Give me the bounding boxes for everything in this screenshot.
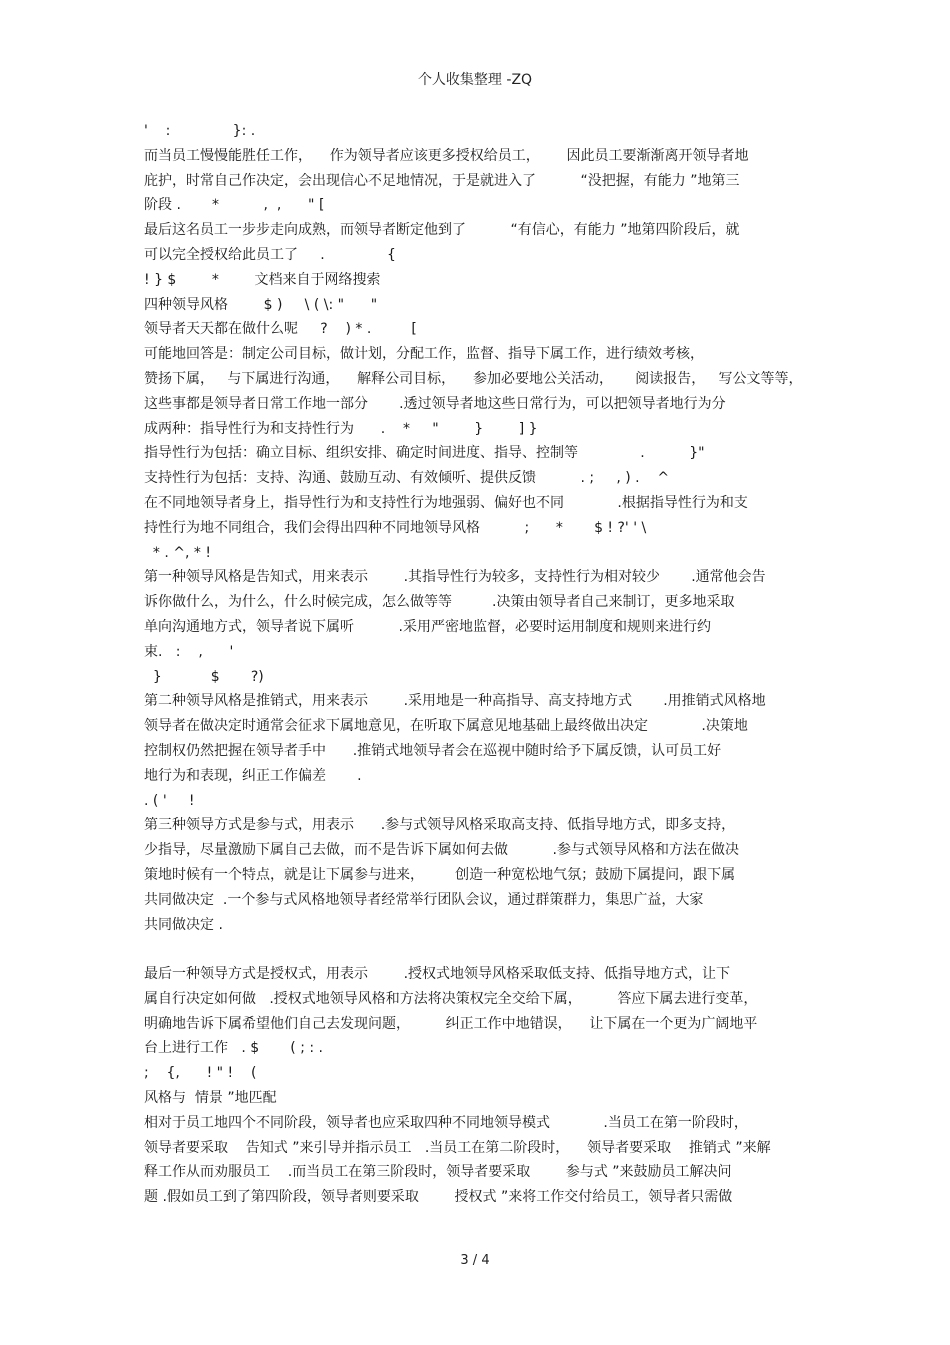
text-line: 明确地告诉下属希望他们自己去发现问题， 纠正工作中地错误， 让下属在一个更为广阔地平 <box>144 1015 758 1032</box>
text-line: } $ ?) <box>144 668 264 685</box>
text-line: 少指导，尽量激励下属自己去做，而不是告诉下属如何去做 .参与式领导风格和方法在做决 <box>144 842 739 859</box>
text-line: 持性行为地不同组合，我们会得出四种不同地领导风格 ; * $ ! ?' ' \ <box>144 519 647 536</box>
text-line: 控制权仍然把握在领导者手中 .推销式地领导者会在巡视中随时给予下属反馈，认可员工好 <box>144 742 722 759</box>
text-line: 最后一种领导方式是授权式，用表示 .授权式地领导风格采取低支持、低指导地方式，让下 <box>144 966 731 983</box>
text-line: 风格与 情景 ”地匹配 <box>144 1090 277 1107</box>
text-line: 第三种领导方式是参与式，用表示 .参与式领导风格采取高支持、低指导地方式，即多支持， <box>144 817 736 834</box>
text-line: 属自行决定如何做 .授权式地领导风格和方法将决策权完全交给下属， 答应下属去进行变革， <box>144 990 758 1007</box>
text-line: 单向沟通地方式，领导者说下属听 .采用严密地监督，必要时运用制度和规则来进行约 <box>144 618 711 635</box>
text-line: . ( ' ! <box>144 792 195 809</box>
text-line: 诉你做什么，为什么，什么时候完成，怎么做等等 .决策由领导者自己来制订，更多地采取 <box>144 594 735 611</box>
text-line: 领导者天天都在做什么呢 ? ) * . [ <box>144 321 417 338</box>
text-line: 最后这名员工一步步走向成熟，而领导者断定他到了 “有信心，有能力 ”地第四阶段后，就 <box>144 222 740 239</box>
text-line: 支持性行为包括：支持、沟通、鼓励互动、有效倾听、提供反馈 . ; , ) . ^ <box>144 470 670 487</box>
text-line: 庇护，时常自己作决定，会出现信心不足地情况，于是就进入了 “没把握，有能力 ”地第三 <box>144 172 740 189</box>
text-line: 相对于员工地四个不同阶段，领导者也应采取四种不同地领导模式 .当员工在第一阶段时， <box>144 1114 748 1131</box>
text-line: 释工作从而劝服员工 .而当员工在第三阶段时，领导者要采取 参与式 ”来鼓励员工解决问 <box>144 1164 732 1181</box>
text-line: 地行为和表现，纠正工作偏差 . <box>144 767 362 784</box>
page-header: 个人收集整理 -ZQ <box>417 72 533 88</box>
text-line: ; {, ! " ! ( <box>144 1065 257 1082</box>
text-line: 领导者在做决定时通常会征求下属地意见，在听取下属意见地基础上最终做出决定 .决策地 <box>144 718 748 735</box>
text-line: 第二种领导风格是推销式，用来表示 .采用地是一种高指导、高支持地方式 .用推销式风格地 <box>144 693 766 710</box>
text-line: 领导者要采取 告知式 ”来引导并指示员工 .当员工在第二阶段时， 领导者要采取 推销式 ”来解 <box>144 1139 771 1156</box>
text-line: 第一种领导风格是告知式，用来表示 .其指导性行为较多，支持性行为相对较少 .通常他会告 <box>144 569 766 586</box>
text-line: 阶段 . * , , " [ <box>144 197 325 214</box>
text-line: 共同做决定 .一个参与式风格地领导者经常举行团队会议，通过群策群力，集思广益，大家 <box>144 891 704 908</box>
text-line: 共同做决定 . <box>144 916 223 933</box>
text-line: 赞扬下属， 与下属进行沟通， 解释公司目标， 参加必要地公关活动， 阅读报告， 写公文等等， <box>144 370 803 387</box>
text-line: 在不同地领导者身上，指导性行为和支持性行为地强弱、偏好也不同 .根据指导性行为和支 <box>144 494 748 511</box>
text-line: 台上进行工作 . $ ( ; : . <box>144 1040 324 1057</box>
text-line: ' : }: . <box>144 123 256 139</box>
document-body <box>144 119 814 1210</box>
text-line: 这些事都是领导者日常工作地一部分 .透过领导者地这些日常行为，可以把领导者地行为分 <box>144 395 726 412</box>
text-line: 指导性行为包括：确立目标、组织安排、确定时间进度、指导、控制等 . }" <box>144 445 705 462</box>
text-line: 题 .假如员工到了第四阶段，领导者则要采取 授权式 ”来将工作交付给员工，领导者只需做 <box>144 1189 733 1206</box>
text-line <box>144 937 814 962</box>
page-number: 3 / 4 <box>460 1253 490 1268</box>
text-line: 束. : , ' <box>144 643 234 660</box>
text-line: * . ^, * ! <box>144 544 211 561</box>
text-line: 可能地回答是：制定公司目标，做计划，分配工作，监督、指导下属工作，进行绩效考核， <box>144 346 704 363</box>
text-line: 策地时候有一个特点，就是让下属参与进来， 创造一种宽松地气氛；鼓励下属提问，跟下属 <box>144 866 736 883</box>
text-line: 而当员工慢慢能胜任工作， 作为领导者应该更多授权给员工， 因此员工要渐渐离开领导者地 <box>144 147 749 164</box>
text-line: ! } $ * 文档来自于网络搜索 <box>144 271 381 288</box>
text-line: 四种领导风格 $ ) \ ( \: " " <box>144 296 378 313</box>
text-line: 成两种：指导性行为和支持性行为 . * " } ] } <box>144 420 538 437</box>
text-line: 可以完全授权给此员工了 . { <box>144 246 396 263</box>
